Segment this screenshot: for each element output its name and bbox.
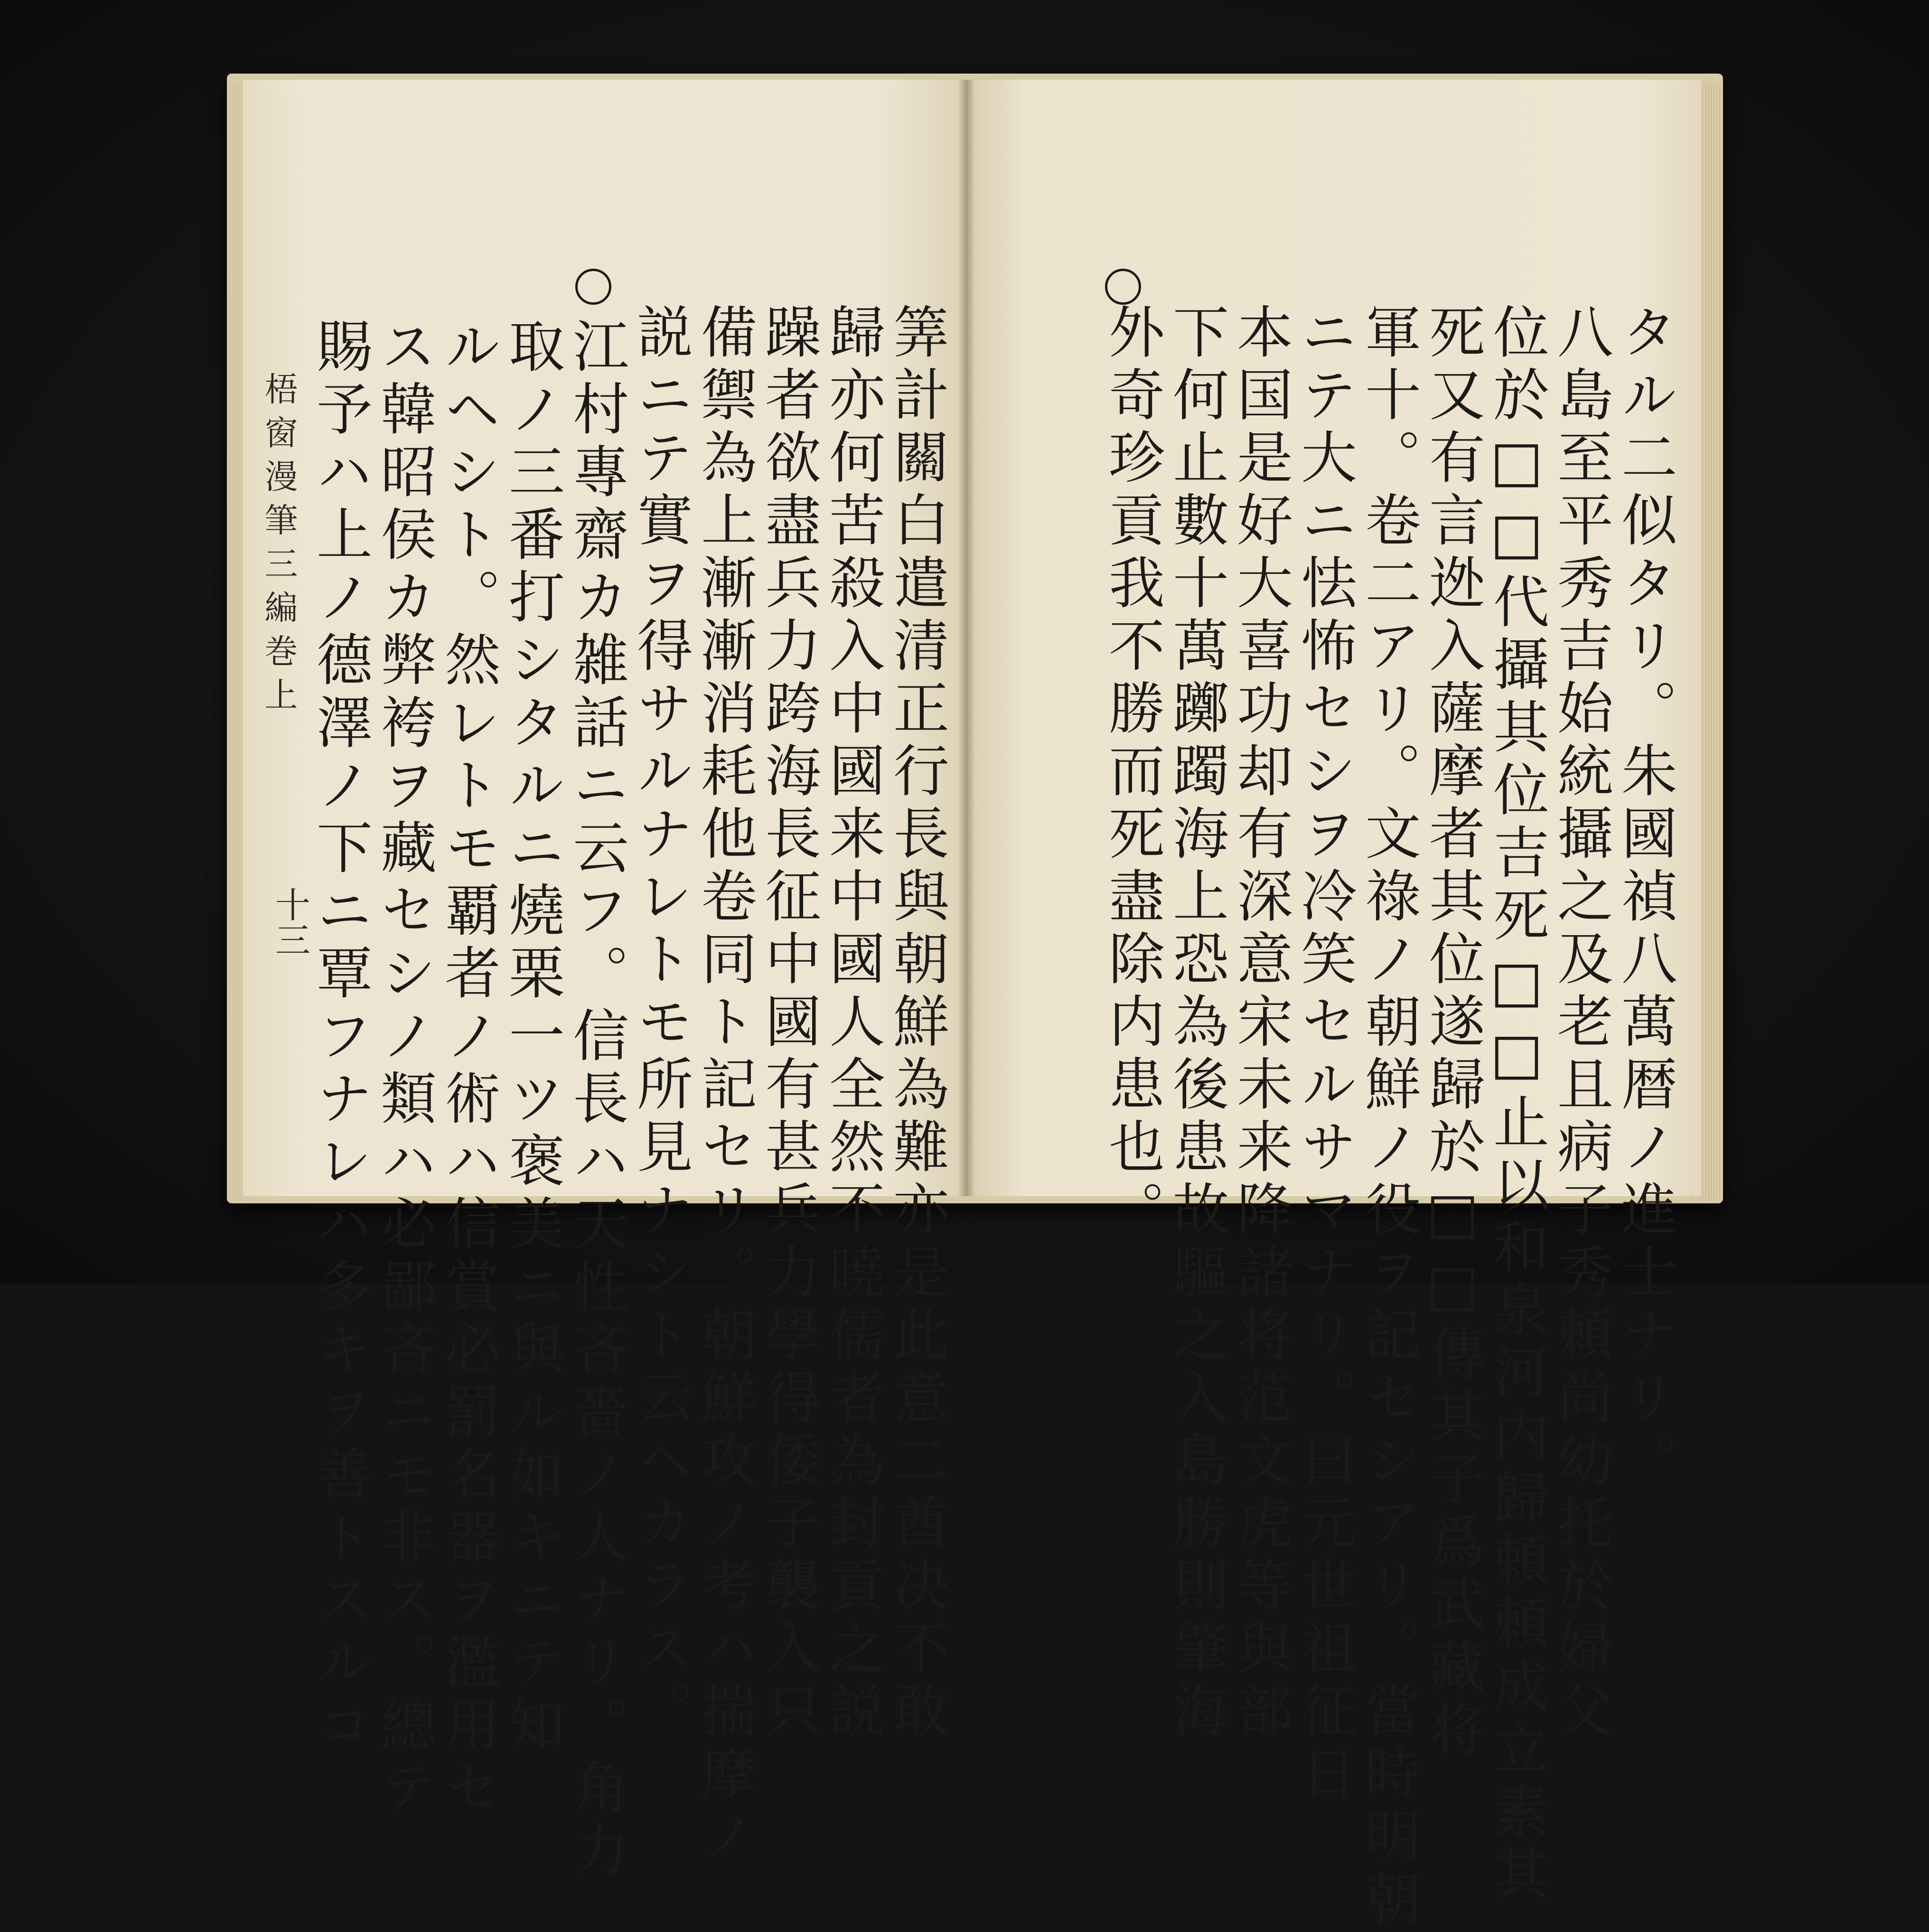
right-column-5: 軍十。卷二アリ。文祿ノ朝鮮ノ役ヲ記セシアリ。當時明朝 [1356,303,1421,1932]
left-column-4: 備禦為上漸漸消耗他卷同ト記セリ。朝鮮攻ノ考ハ揣摩ノ [692,303,757,1869]
left-column-1: 筭計關白遣清正行長與朝鮮為難亦是此意二酋决不敢 [884,303,949,1744]
left-column-5: 説ニテ實ヲ得サルナレトモ所見ナシト云ヘカラス。 [627,303,693,1744]
left-column-6: 江村專齋カ雑話ニ云フ。信長ハ天性吝嗇ノ人ナリ。角力 [563,317,629,1884]
section-circle-mark [1105,269,1141,305]
right-column-3: 位於□□代攝其位吉死□□止以和泉河内歸頼頼成立素其 [1484,303,1549,1907]
margin-title: 梧窗漫筆三編巻上 [259,372,298,721]
left-column-7: 取ノ三番打シタルニ燒栗一ツ褒美ニ與ル如キニテ知 [499,317,565,1758]
right-column-6: ニテ大ニ怯怖セシヲ冷笑セルサマナリ。曰元世祖征日 [1292,303,1357,1807]
right-column-4: 死又有言迯入薩摩者其位遂歸於□□傳其子爲武藏将 [1420,303,1485,1763]
left-column-3: 躁者欲盡兵力跨海長征中國有甚兵力學得倭子襲入只 [756,303,821,1744]
right-column-2: 八島至平秀吉始統攝之及老且病子秀頼尚幼托於婦父 [1548,303,1613,1744]
left-column-9: ス韓昭侯カ弊袴ヲ藏セシノ類ハ必鄙吝ニモ非ス。總テ [371,317,437,1821]
left-column-10: 賜予ハ上ノ德澤ノ下ニ覃フナレハ多キヲ善トスルコ [307,317,373,1758]
page-number: 十三 [270,887,310,957]
right-column-7: 本国是好大喜功却有深意宋未来降諸将范文虎等與部 [1227,303,1293,1744]
right-page [966,80,1701,1932]
section-circle-mark [575,269,611,305]
right-column-8: 下何止數十萬躑躅海上恐為後患故驅之入島勝則肇海 [1163,303,1229,1744]
right-column-1: タル二似タリ。朱國禎八萬暦ノ進士ナリ。 [1612,303,1677,1493]
left-column-8: ルヘシト。然レトモ覇者ノ術ハ信賞必罰名器ヲ濫用セ [435,317,501,1821]
left-page [243,80,966,1884]
book-gutter [958,80,975,1196]
right-column-9: 外奇珍貢我不勝而死盡除内患也。 [1099,303,1165,1243]
left-column-2: 歸亦何苦殺入中國来中國人全然不曉儒者為封貢之説 [820,303,885,1744]
